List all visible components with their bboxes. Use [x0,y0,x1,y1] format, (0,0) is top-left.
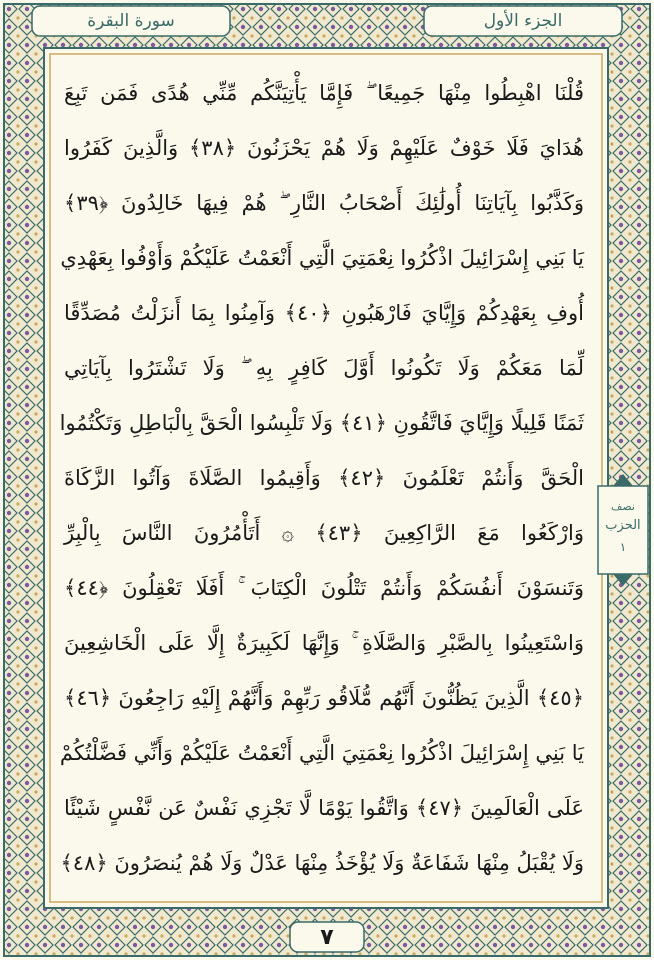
text-line: عَلَى الْعَالَمِينَ ﴿٤٧﴾ وَاتَّقُوا يَوْمًا لَّا تَجْزِي نَفْسٌ عَن نَّفْسٍ شَيْئًا [64,796,584,820]
text-line: لِّمَا مَعَكُمْ وَلَا تَكُونُوا أَوَّلَ كَافِرٍ بِهِ ۖ وَلَا تَشْتَرُوا بِآيَاتِي [64,355,584,380]
surah-title: سورة البقرة [87,11,175,31]
text-line: ﴿٤٥﴾ الَّذِينَ يَظُنُّونَ أَنَّهُم مُّلَاقُو رَبِّهِمْ وَأَنَّهُمْ إِلَيْهِ رَاجِعُونَ ﴿٤٦﴾ [64,686,584,710]
quran-text-block [59,66,584,891]
text-line: وَلَا يُقْبَلُ مِنْهَا شَفَاعَةٌ وَلَا يُؤْخَذُ مِنْهَا عَدْلٌ وَلَا هُمْ يُنصَرُونَ ﴿٤٨﴾ [60,851,584,875]
text-line: وَارْكَعُوا مَعَ الرَّاكِعِينَ ﴿٤٣﴾ ۞ أَتَأْمُرُونَ النَّاسَ بِالْبِرِّ [64,521,584,545]
text-line: يَا بَنِي إِسْرَائِيلَ اذْكُرُوا نِعْمَتِيَ الَّتِي أَنْعَمْتُ عَلَيْكُمْ وَأَنِّي فَضَّلْتُكُمْ [59,741,584,765]
text-line: هُدَايَ فَلَا خَوْفٌ عَلَيْهِمْ وَلَا هُمْ يَحْزَنُونَ ﴿٣٨﴾ وَالَّذِينَ كَفَرُوا [64,136,584,160]
juz-title: الجزء الأول [483,11,563,31]
text-line: أُوفِ بِعَهْدِكُمْ وَإِيَّايَ فَارْهَبُونِ ﴿٤٠﴾ وَآمِنُوا بِمَا أَنزَلْتُ مُصَدِّقًا [64,301,584,325]
page-number: ٧ [320,924,334,950]
text-line: وَاسْتَعِينُوا بِالصَّبْرِ وَالصَّلَاةِ ۚ وَإِنَّهَا لَكَبِيرَةٌ إِلَّا عَلَى الْخَاشِعِينَ [64,630,584,655]
text-line: وَتَنسَوْنَ أَنفُسَكُمْ وَأَنتُمْ تَتْلُونَ الْكِتَابَ ۚ أَفَلَا تَعْقِلُونَ ﴿٤٤﴾ [64,575,584,600]
text-line: الْحَقَّ وَأَنتُمْ تَعْلَمُونَ ﴿٤٢﴾ وَأَقِيمُوا الصَّلَاةَ وَآتُوا الزَّكَاةَ [64,466,584,490]
text-line: قُلْنَا اهْبِطُوا مِنْهَا جَمِيعًا ۖ فَإِمَّا يَأْتِيَنَّكُم مِّنِّي هُدًى فَمَن تَبِعَ [64,80,584,105]
hizb-marker [596,486,650,574]
hizb-marker-bottom: ١ [619,540,627,554]
hizb-marker-middle: الحزب [605,518,641,533]
text-line: يَا بَنِي إِسْرَائِيلَ اذْكُرُوا نِعْمَتِيَ الَّتِي أَنْعَمْتُ عَلَيْكُمْ وَأَوْفُوا بِعَهْدِي [60,246,584,270]
hizb-marker-top: نصف [611,500,635,513]
text-line: وَكَذَّبُوا بِآيَاتِنَا أُولَٰئِكَ أَصْحَابُ النَّارِ ۖ هُمْ فِيهَا خَالِدُونَ ﴿٣٩﴾ [64,190,584,215]
text-line: ثَمَنًا قَلِيلًا وَإِيَّايَ فَاتَّقُونِ ﴿٤١﴾ وَلَا تَلْبِسُوا الْحَقَّ بِالْبَاطِلِ وَتَكْتُمُوا [59,411,584,435]
